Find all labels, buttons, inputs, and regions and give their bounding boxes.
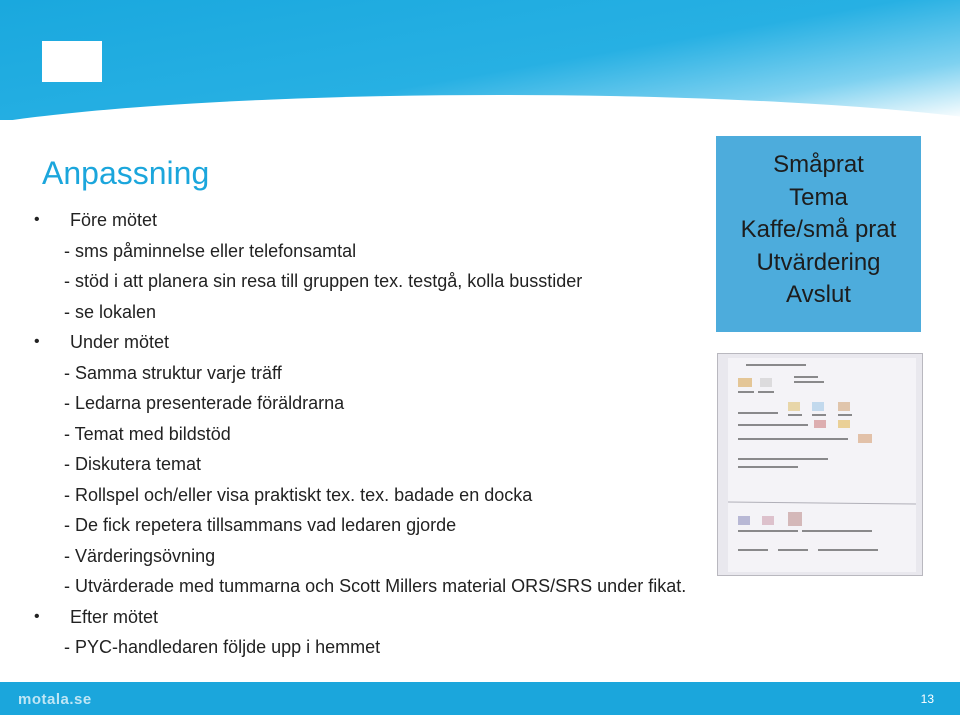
section-heading-under bbox=[34, 327, 834, 358]
section-heading-label: Under mötet bbox=[70, 332, 170, 352]
list-item: - se lokalen bbox=[64, 301, 157, 322]
structure-item: Avslut bbox=[786, 281, 851, 308]
footer-brand[interactable]: motala.se bbox=[18, 691, 92, 708]
header-swoosh bbox=[0, 95, 960, 120]
list-item: - Samma struktur varje träff bbox=[64, 362, 282, 383]
structure-item: Kaffe/små prat bbox=[740, 216, 897, 243]
list-item: - Ledarna presenterade föräldrarna bbox=[64, 393, 345, 413]
section-heading-efter bbox=[34, 602, 834, 633]
list-item: - Diskutera temat bbox=[64, 454, 202, 474]
section-heading-fore bbox=[34, 205, 834, 236]
bullet-icon: • bbox=[34, 333, 40, 350]
footer-bar bbox=[0, 682, 960, 715]
list-item: - PYC-handledaren följde upp i hemmet bbox=[64, 637, 381, 657]
list-item: - De fick repetera tillsammans vad ledaren gjorde bbox=[64, 515, 457, 535]
page-number: 13 bbox=[920, 692, 934, 706]
list-item: - Temat med bildstöd bbox=[64, 423, 231, 444]
list-item: - Utvärderade med tummarna och Scott Millers material ORS/SRS under fikat. bbox=[64, 576, 687, 596]
list-item: - sms påminnelse eller telefonsamtal bbox=[64, 240, 357, 261]
list-item: - stöd i att planera sin resa till gruppen tex. testgå, kolla busstider bbox=[64, 271, 583, 291]
picture-support-photo bbox=[717, 353, 923, 576]
header-banner bbox=[0, 0, 960, 120]
slide-content bbox=[34, 205, 834, 663]
meeting-structure-box bbox=[716, 136, 921, 332]
section-heading-label: Före mötet bbox=[70, 210, 158, 230]
list-item: - Rollspel och/eller visa praktiskt tex. tex. badade en docka bbox=[64, 484, 533, 505]
logo-placeholder bbox=[42, 41, 102, 82]
bullet-icon: • bbox=[34, 211, 40, 228]
bullet-icon: • bbox=[34, 607, 40, 625]
section-heading-label: Efter mötet bbox=[70, 606, 159, 627]
slide-title: Anpassning bbox=[42, 155, 210, 191]
structure-item: Tema bbox=[789, 183, 848, 211]
list-item: - Värderingsövning bbox=[64, 545, 216, 566]
structure-item: Utvärdering bbox=[756, 248, 881, 276]
photo-sheet-illustration bbox=[718, 354, 923, 576]
structure-item: Småprat bbox=[773, 151, 864, 178]
